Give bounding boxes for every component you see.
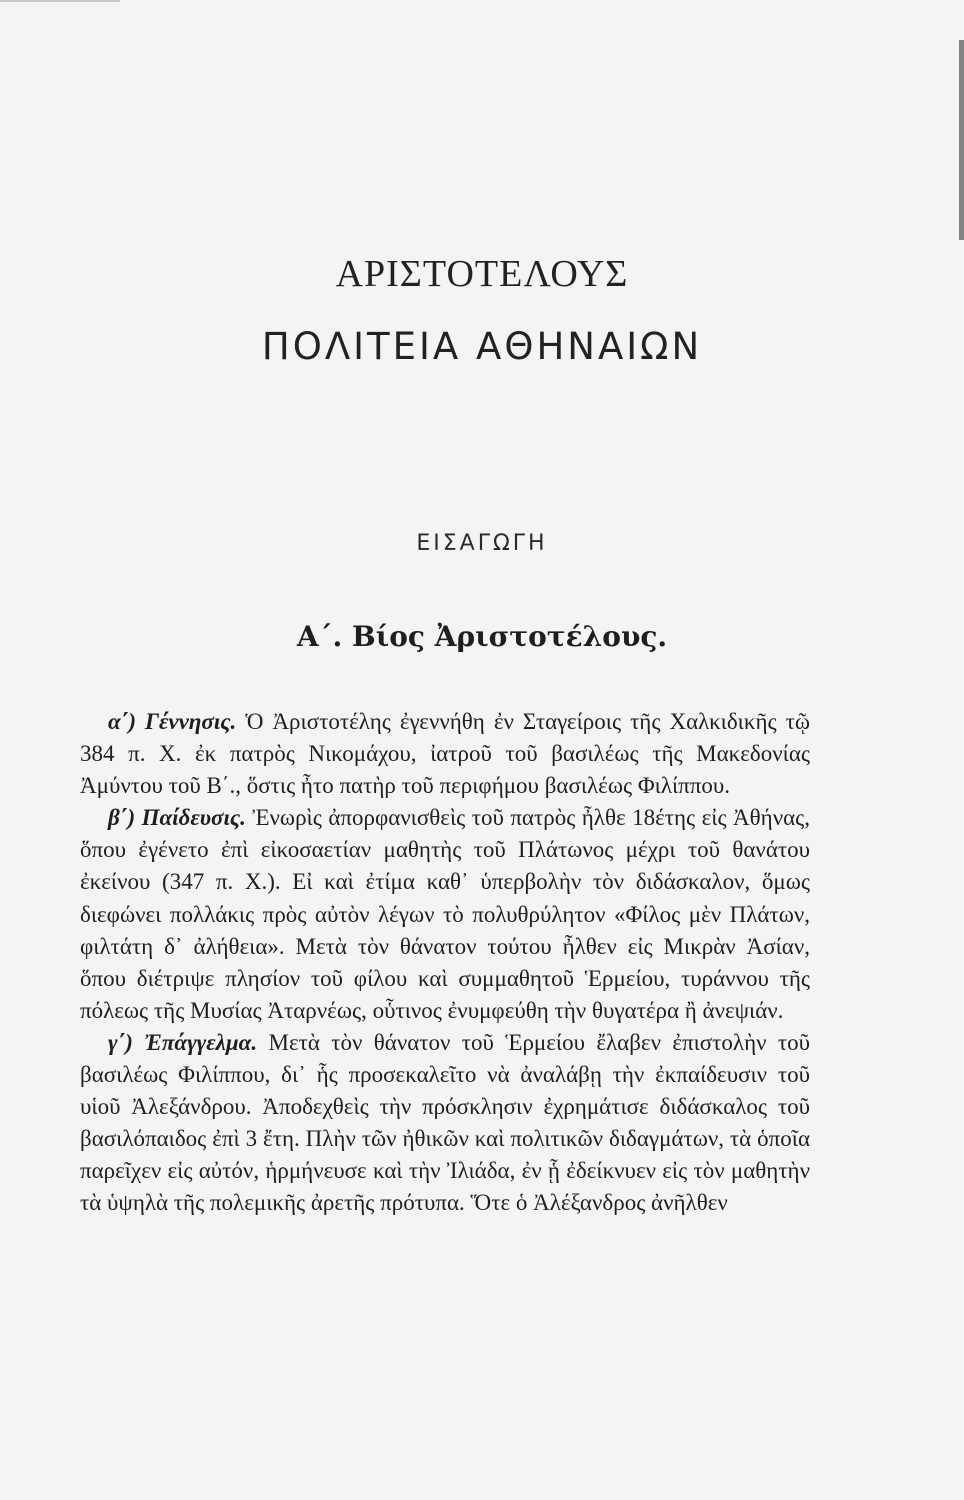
paragraph-birth <box>80 706 810 802</box>
body-text <box>80 706 810 1220</box>
paragraph-text: Μετὰ τὸν θάνατον τοῦ Ἑρμείου ἔλαβεν ἐπιστολὴν τοῦ βασιλέως Φιλίππου, δι᾽ ἧς προσεκαλεῖτο νὰ ἀναλάβῃ τὴν ἐκπαίδευσιν τοῦ υἱοῦ Ἀλεξάνδρου. Ἀποδεχθεὶς τὴν πρόσκλησιν ἐχρημάτισε διδάσκαλος τοῦ βασιλόπαιδος ἐπὶ 3 ἔτη. Πλὴν τῶν ἠθικῶν καὶ πολιτικῶν διδαγμάτων, τὰ ὁποῖα παρεῖχεν εἰς αὐτόν, ἡρμήνευσε καὶ τὴν Ἰλιάδα, ἐν ᾗ ἐδείκνυεν εἰς τὸν μαθητὴν τὰ ὑψηλὰ τῆς πολεμικῆς ἀρετῆς πρότυπα. Ὅτε ὁ Ἀλέξανδρος ἀνῆλθεν <box>80 1029 810 1216</box>
paragraph-education <box>80 802 810 1027</box>
section-heading: ΕΙΣΑΓΩΓΗ <box>416 531 548 556</box>
chapter-heading: Α΄. Βίος Ἀριστοτέλους. <box>296 620 668 653</box>
paragraph-profession <box>80 1027 810 1220</box>
paragraph-label: γ΄) Ἐπάγγελμα. <box>108 1029 258 1055</box>
paragraph-label: β΄) Παίδευσις. <box>108 805 246 831</box>
page-edge-scratch <box>0 0 120 2</box>
book-subtitle: ΠΟΛΙΤΕΙΑ ΑΘΗΝΑΙΩΝ <box>261 325 703 368</box>
paragraph-text: Ἐνωρὶς ἀπορφανισθεὶς τοῦ πατρὸς ἦλθε 18έτης εἰς Ἀθήνας, ὅπου ἐγένετο ἐπὶ εἰκοσαετίαν μαθητὴς τοῦ Πλάτωνος μέχρι τοῦ θανάτου ἐκείνου (347 π. Χ.). Εἰ καὶ ἐτίμα καθ᾽ ὑπερβολὴν τὸν διδάσκαλον, ὅμως διεφώνει πολλάκις πρὸς αὐτὸν λέγων τὸ πολυθρύλητον «Φίλος μὲν Πλάτων, φιλτάτη δ᾽ ἀλήθεια». Μετὰ τὸν θάνατον τούτου ἦλθεν εἰς Μικρὰν Ἀσίαν, ὅπου διέτριψε πλησίον τοῦ φίλου καὶ συμμαθητοῦ Ἑρμείου, τυράννου τῆς πόλεως τῆς Μυσίας Ἀταρνέως, οὗτινος ἐνυμφεύθη τὴν θυγατέρα ἢ ἀνεψιάν. <box>80 805 811 1023</box>
page-edge-shadow <box>959 40 964 240</box>
paragraph-label: α΄) Γέννησις. <box>108 709 237 734</box>
book-title: ΑΡΙΣΤΟΤΕΛΟΥΣ <box>335 253 629 295</box>
paragraph-text: Ὁ Ἀριστοτέλης ἐγεννήθη ἐν Σταγείροις τῆς Χαλκιδικῆς τῷ 384 π. Χ. ἐκ πατρὸς Νικομάχου, ἰατροῦ τοῦ βασιλέως τῆς Μακεδονίας Ἀμύντου τοῦ Β΄., ὅστις ἦτο πατὴρ τοῦ περιφήμου βασιλέως Φιλίππου. <box>80 709 810 799</box>
